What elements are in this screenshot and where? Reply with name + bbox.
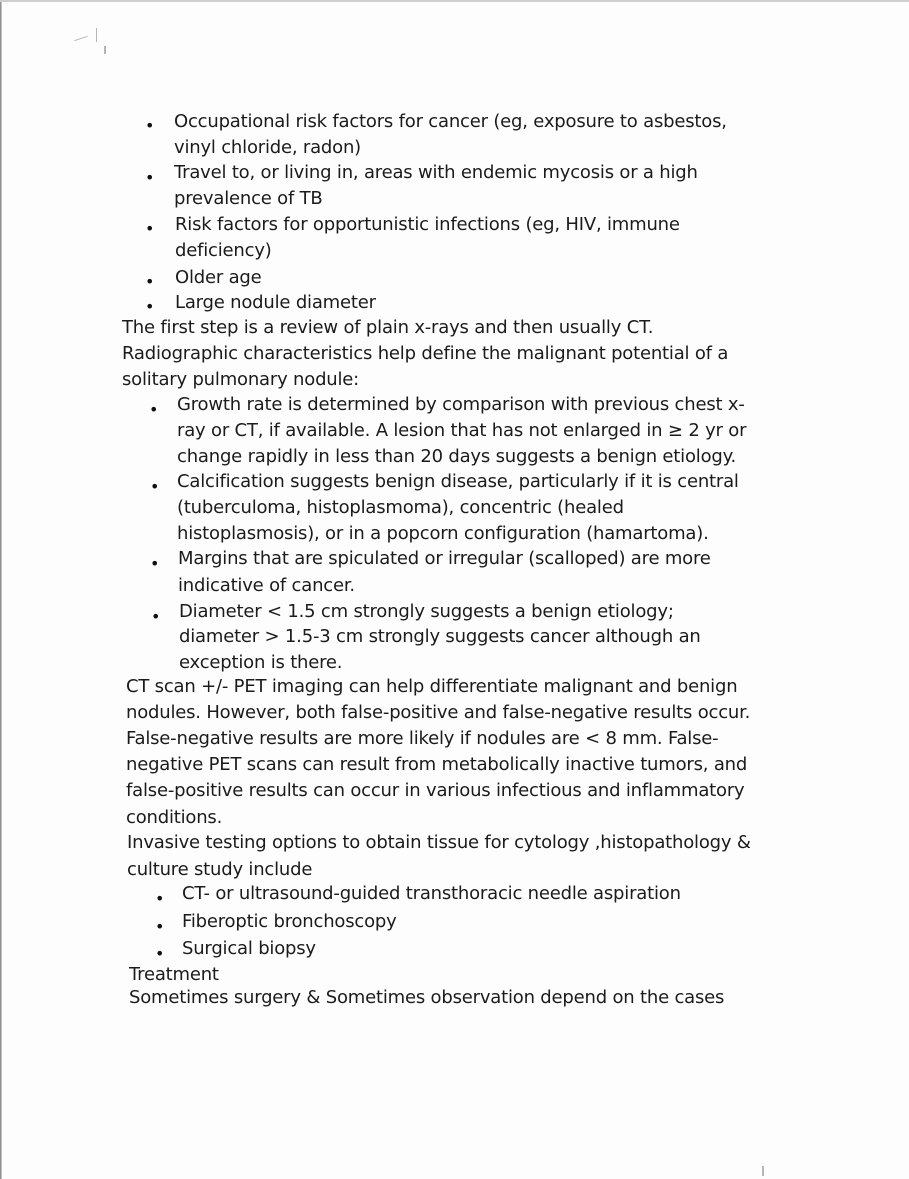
treatment-text: Sometimes surgery & Sometimes observation depend on the cases [129,987,725,1008]
paragraph-line: culture study include [127,859,313,880]
radiographic-line: Growth rate is determined by comparison with previous chest x- [177,394,745,415]
risk-factor-line: vinyl chloride, radon) [174,137,361,158]
invasive-option: Fiberoptic bronchoscopy [182,911,397,932]
paragraph-line: CT scan +/- PET imaging can help differentiate malignant and benign [126,676,738,697]
invasive-option: Surgical biopsy [182,938,316,959]
paragraph-line: Invasive testing options to obtain tissue for cytology ,histopathology & [127,832,751,853]
risk-factor-line: Travel to, or living in, areas with endemic mycosis or a high [174,162,698,183]
risk-factor-line: Older age [175,267,262,288]
risk-factor-line: Occupational risk factors for cancer (eg, exposure to asbestos, [174,111,727,132]
radiographic-line: exception is there. [179,652,343,673]
radiographic-line: diameter > 1.5-3 cm strongly suggests cancer although an [179,626,701,647]
paragraph-line: conditions. [126,807,223,828]
risk-factor-line: prevalence of TB [174,188,323,209]
radiographic-line: Diameter < 1.5 cm strongly suggests a benign etiology; [179,601,674,622]
bullet-dot: • [145,297,155,316]
risk-factor-line: deficiency) [175,240,272,261]
paragraph-line: The first step is a review of plain x-rays and then usually CT. [122,317,654,338]
risk-factor-line: Risk factors for opportunistic infections (eg, HIV, immune [175,214,680,235]
bullet-dot: • [149,400,159,419]
radiographic-line: indicative of cancer. [178,575,355,596]
bullet-dot: • [155,944,165,963]
bullet-dot: • [155,889,165,908]
radiographic-line: ray or CT, if available. A lesion that has not enlarged in ≥ 2 yr or [177,420,747,441]
paragraph-line: Radiographic characteristics help define the malignant potential of a [122,343,729,364]
bullet-dot: • [145,219,155,238]
radiographic-line: change rapidly in less than 20 days suggests a benign etiology. [177,446,737,467]
bullet-dot: • [150,477,160,496]
radiographic-line: (tuberculoma, histoplasmoma), concentric (healed [177,497,624,518]
bullet-dot: • [150,554,160,573]
bullet-dot: • [145,116,155,135]
paragraph-line: negative PET scans can result from metabolically inactive tumors, and [126,754,748,775]
paragraph-line: solitary pulmonary nodule: [122,369,360,390]
paragraph-line: nodules. However, both false-positive and false-negative results occur. [126,702,751,723]
radiographic-line: Margins that are spiculated or irregular (scalloped) are more [178,548,711,569]
treatment-heading: Treatment [129,964,219,985]
bullet-dot: • [155,917,165,936]
paragraph-line: false-positive results can occur in various infectious and inflammatory [126,780,745,801]
risk-factor-line: Large nodule diameter [175,292,376,313]
radiographic-line: histoplasmosis), or in a popcorn configuration (hamartoma). [177,523,709,544]
radiographic-line: Calcification suggests benign disease, particularly if it is central [177,471,739,492]
bullet-dot: • [151,607,161,626]
invasive-option: CT- or ultrasound-guided transthoracic needle aspiration [182,883,681,904]
bullet-dot: • [145,168,155,187]
bullet-dot: • [145,272,155,291]
paragraph-line: False-negative results are more likely if nodules are < 8 mm. False- [126,728,719,749]
